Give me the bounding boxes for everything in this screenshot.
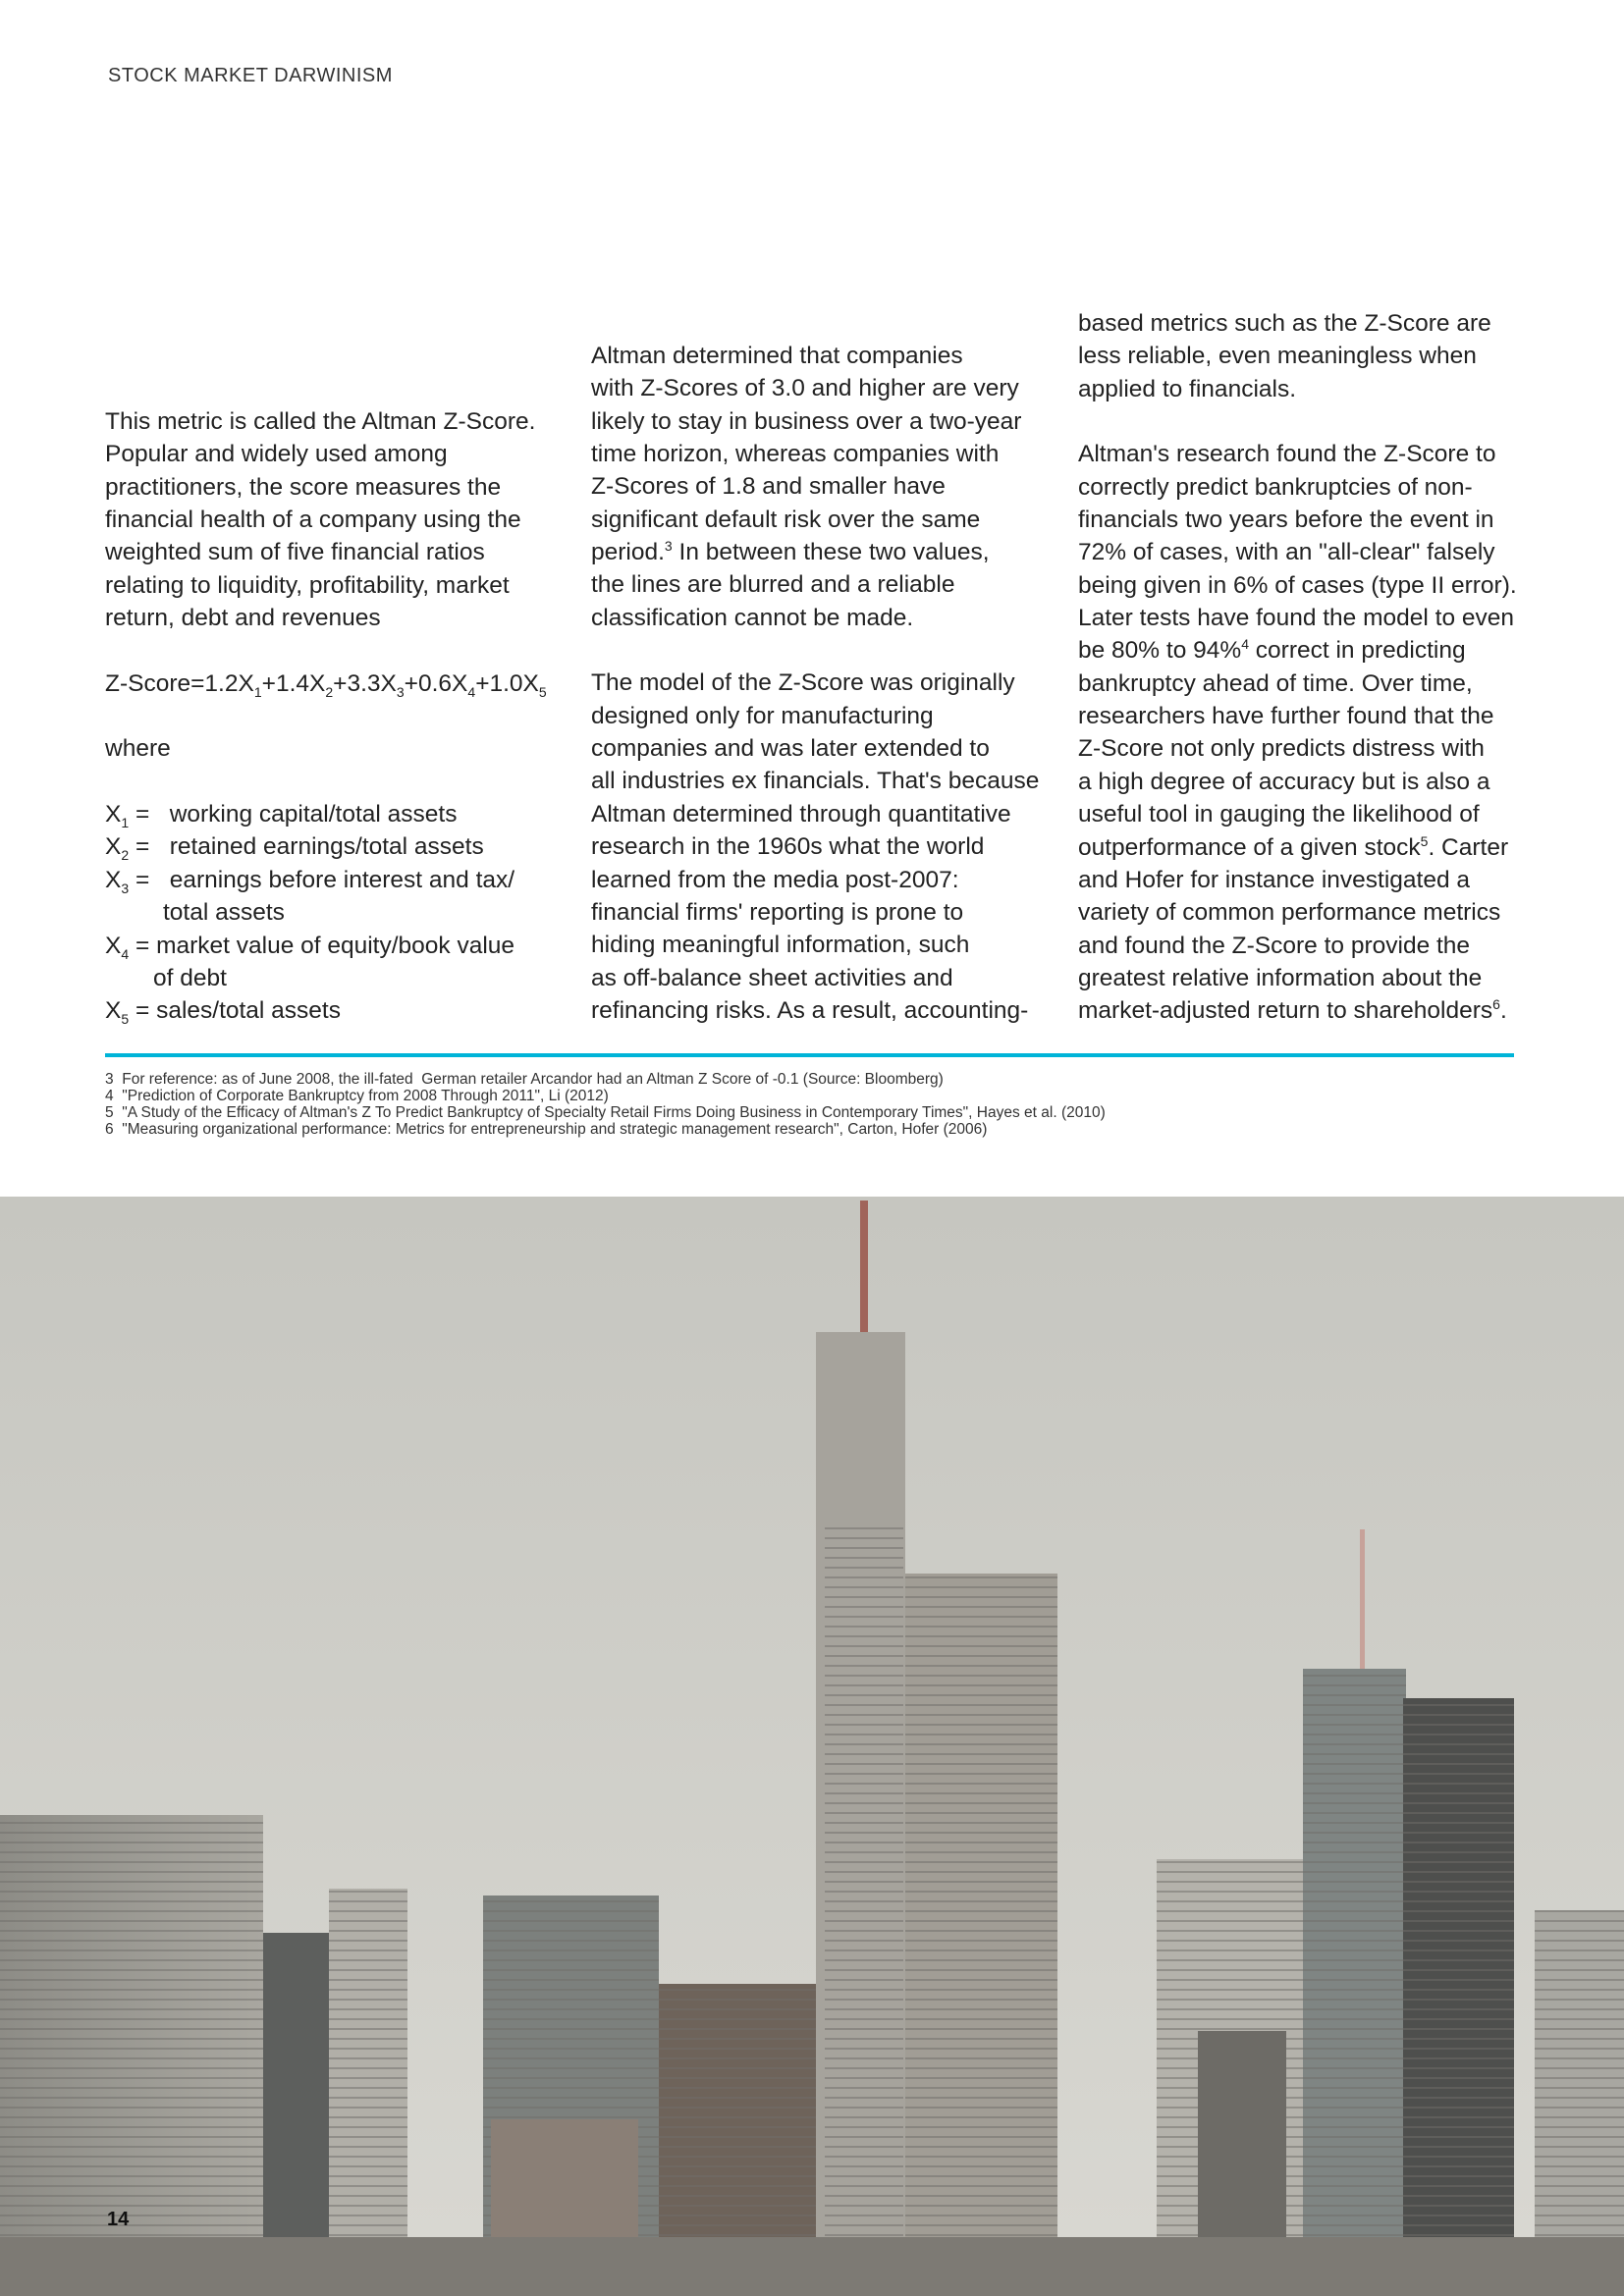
text: refinancing risks. As a result, accounting- — [591, 996, 1029, 1024]
body-line — [1078, 373, 1530, 405]
body-line — [1078, 864, 1530, 896]
formula-term: +1.4X — [261, 669, 326, 697]
text: Later tests have found the model to even — [1078, 605, 1515, 632]
body-line — [591, 602, 1043, 634]
page-number: 14 — [107, 2209, 130, 2230]
text: bankruptcy ahead of time. Over time, — [1078, 669, 1473, 697]
body-line — [1078, 504, 1530, 536]
text: researchers have further found that the — [1078, 703, 1494, 730]
variable: X — [105, 997, 122, 1025]
body-line — [591, 504, 1043, 536]
body-line — [1078, 569, 1530, 602]
text: a high degree of accuracy but is also a — [1078, 768, 1490, 795]
text: applied to financials. — [1078, 375, 1297, 402]
definition-text: market value of equity/book value — [156, 932, 515, 959]
body-line — [591, 732, 1043, 765]
footnote: 3 For reference: as of June 2008, the ill-fated German retailer Arcandor had an Altman Z Score of -0.1 (Source: Bloomberg) — [105, 1071, 944, 1088]
body-line — [591, 536, 1043, 568]
equals: = — [129, 866, 170, 893]
text: based metrics such as the Z-Score are — [1078, 310, 1491, 337]
variable-subscript: 2 — [121, 847, 130, 864]
column-1 — [105, 405, 557, 1028]
footnote-ref: 6 — [1492, 996, 1500, 1013]
body-line — [591, 700, 1043, 732]
definition-line — [105, 930, 557, 962]
definition-text: of debt — [153, 964, 227, 991]
body-line — [1078, 340, 1530, 372]
skyline-photo — [0, 1197, 1624, 2296]
text: likely to stay in business over a two-year — [591, 407, 1022, 435]
variable: X — [105, 866, 122, 893]
text: market-adjusted return to shareholders — [1078, 997, 1493, 1025]
formula-term: +0.6X — [404, 669, 468, 697]
variable: X — [105, 833, 122, 861]
blank-line — [591, 634, 1043, 667]
z-score-formula — [105, 667, 557, 700]
text: significant default risk over the same — [591, 506, 981, 533]
text: . Carter — [1428, 833, 1509, 861]
body-line — [1078, 831, 1530, 864]
body-line — [591, 405, 1043, 438]
body-line — [591, 929, 1043, 961]
body-line — [591, 765, 1043, 797]
blank-line — [1078, 405, 1530, 438]
definition-line — [105, 962, 557, 994]
equals: = — [129, 997, 157, 1025]
definition-line — [105, 896, 557, 929]
blank-line — [105, 700, 557, 732]
text: . — [1499, 997, 1507, 1025]
text: less reliable, even meaningless when — [1078, 343, 1477, 370]
text: classification cannot be made. — [591, 604, 914, 631]
body-line — [1078, 732, 1530, 765]
body-line — [1078, 536, 1530, 568]
text: financials two years before the event in — [1078, 507, 1494, 534]
definition-text: retained earnings/total assets — [169, 833, 484, 861]
body-line — [1078, 307, 1530, 340]
formula-subscript: 3 — [396, 683, 405, 700]
footnote-ref: 5 — [1420, 832, 1429, 849]
body-line: Popular and widely used among — [105, 441, 448, 468]
equals: = — [129, 833, 170, 861]
text: correct in predicting — [1248, 637, 1466, 665]
variable-subscript: 5 — [121, 1011, 130, 1028]
text: research in the 1960s what the world — [591, 833, 985, 861]
definition-line — [105, 864, 557, 896]
where-label: where — [105, 735, 171, 763]
definition-text: working capital/total assets — [169, 801, 458, 828]
body-line: practitioners, the score measures the — [105, 473, 502, 501]
body-line — [1078, 471, 1530, 504]
text: variety of common performance metrics — [1078, 899, 1501, 927]
body-line — [591, 470, 1043, 503]
body-line — [1078, 438, 1530, 470]
formula-subscript: 1 — [253, 683, 262, 700]
text: and Hofer for instance investigated a — [1078, 866, 1471, 893]
text: greatest relative information about the — [1078, 964, 1483, 991]
formula-term: +3.3X — [333, 669, 397, 697]
body-line: return, debt and revenues — [105, 605, 381, 632]
body-line — [591, 962, 1043, 994]
body-line — [591, 864, 1043, 896]
text: Z-Score not only predicts distress with — [1078, 735, 1485, 763]
body-line — [591, 798, 1043, 830]
text: as off-balance sheet activities and — [591, 964, 953, 991]
body-line — [1078, 667, 1530, 700]
body-line — [1078, 896, 1530, 929]
text: time horizon, whereas companies with — [591, 441, 1000, 468]
footnote-divider — [105, 1053, 1514, 1057]
footnote: 4 "Prediction of Corporate Bankruptcy from 2008 Through 2011", Li (2012) — [105, 1088, 609, 1104]
text: being given in 6% of cases (type II error). — [1078, 571, 1517, 599]
text: period. — [591, 539, 665, 566]
equals: = — [129, 932, 157, 959]
definition-text: earnings before interest and tax/ — [169, 866, 515, 893]
text: Altman determined that companies — [591, 343, 963, 369]
body-line — [1078, 700, 1530, 732]
body-line — [591, 438, 1043, 470]
body-line: weighted sum of five financial ratios — [105, 539, 485, 566]
text: the lines are blurred and a reliable — [591, 571, 955, 599]
text: financial firms' reporting is prone to — [591, 898, 964, 926]
text: outperformance of a given stock — [1078, 833, 1421, 861]
body-line — [591, 830, 1043, 863]
footnote: 5 "A Study of the Efficacy of Altman's Z To Predict Bankruptcy of Specialty Retail Firms Doing Business in Contemporary Times", Hayes et al. (2010) — [105, 1104, 1106, 1121]
variable-subscript: 3 — [121, 880, 130, 896]
footnote-ref: 4 — [1241, 636, 1249, 653]
text: designed only for manufacturing — [591, 702, 934, 729]
body-line — [1078, 930, 1530, 962]
text: Altman determined through quantitative — [591, 800, 1011, 828]
body-line: financial health of a company using the — [105, 507, 521, 534]
formula-term: +1.0X — [475, 669, 539, 697]
body-line — [591, 568, 1043, 601]
text: In between these two values, — [672, 539, 990, 566]
column-2 — [591, 340, 1043, 1027]
body-line — [591, 896, 1043, 929]
variable: X — [105, 801, 122, 828]
body-line: relating to liquidity, profitability, market — [105, 571, 510, 599]
body-line — [591, 340, 1043, 372]
text: all industries ex financials. That's because — [591, 768, 1040, 795]
text: hiding meaningful information, such — [591, 932, 970, 959]
equals: = — [129, 801, 170, 828]
definition-line — [105, 830, 557, 863]
footnote: 6 "Measuring organizational performance: Metrics for entrepreneurship and strategic management research", Carton, Hofer (2006) — [105, 1121, 988, 1138]
running-header: STOCK MARKET DARWINISM — [108, 65, 393, 86]
footnote-ref: 3 — [664, 538, 673, 555]
text: learned from the media post-2007: — [591, 866, 959, 893]
body-line — [1078, 994, 1530, 1027]
text: correctly predict bankruptcies of non- — [1078, 473, 1473, 501]
text: companies and was later extended to — [591, 735, 990, 763]
body-line — [1078, 766, 1530, 798]
text: Z-Scores of 1.8 and smaller have — [591, 473, 946, 501]
text: Altman's research found the Z-Score to — [1078, 441, 1496, 468]
text: with Z-Scores of 3.0 and higher are very — [591, 375, 1019, 402]
definition-line — [105, 798, 557, 830]
body-line — [1078, 962, 1530, 994]
variable-subscript: 4 — [121, 945, 130, 962]
formula-subscript: 4 — [467, 683, 476, 700]
definition-text: total assets — [163, 899, 285, 927]
variable-subscript: 1 — [121, 815, 130, 831]
definition-line — [105, 994, 557, 1027]
body-line — [1078, 602, 1530, 634]
text: useful tool in gauging the likelihood of — [1078, 801, 1480, 828]
body-line — [591, 667, 1043, 699]
body-line — [1078, 798, 1530, 830]
text: be 80% to 94% — [1078, 637, 1242, 665]
variable: X — [105, 932, 122, 959]
text: 72% of cases, with an "all-clear" falsely — [1078, 539, 1495, 566]
column-3 — [1078, 307, 1530, 1028]
blank-line — [105, 634, 557, 667]
body-line — [591, 994, 1043, 1027]
blank-line — [105, 766, 557, 798]
text: and found the Z-Score to provide the — [1078, 932, 1471, 959]
body-line: This metric is called the Altman Z-Score. — [105, 408, 536, 435]
footnotes — [105, 1071, 1106, 1138]
text: The model of the Z-Score was originally — [591, 669, 1015, 697]
body-line — [591, 372, 1043, 404]
formula-term: Z-Score=1.2X — [105, 669, 254, 697]
body-line — [1078, 634, 1530, 667]
formula-subscript: 5 — [538, 683, 547, 700]
formula-subscript: 2 — [325, 683, 334, 700]
definition-text: sales/total assets — [156, 997, 341, 1025]
